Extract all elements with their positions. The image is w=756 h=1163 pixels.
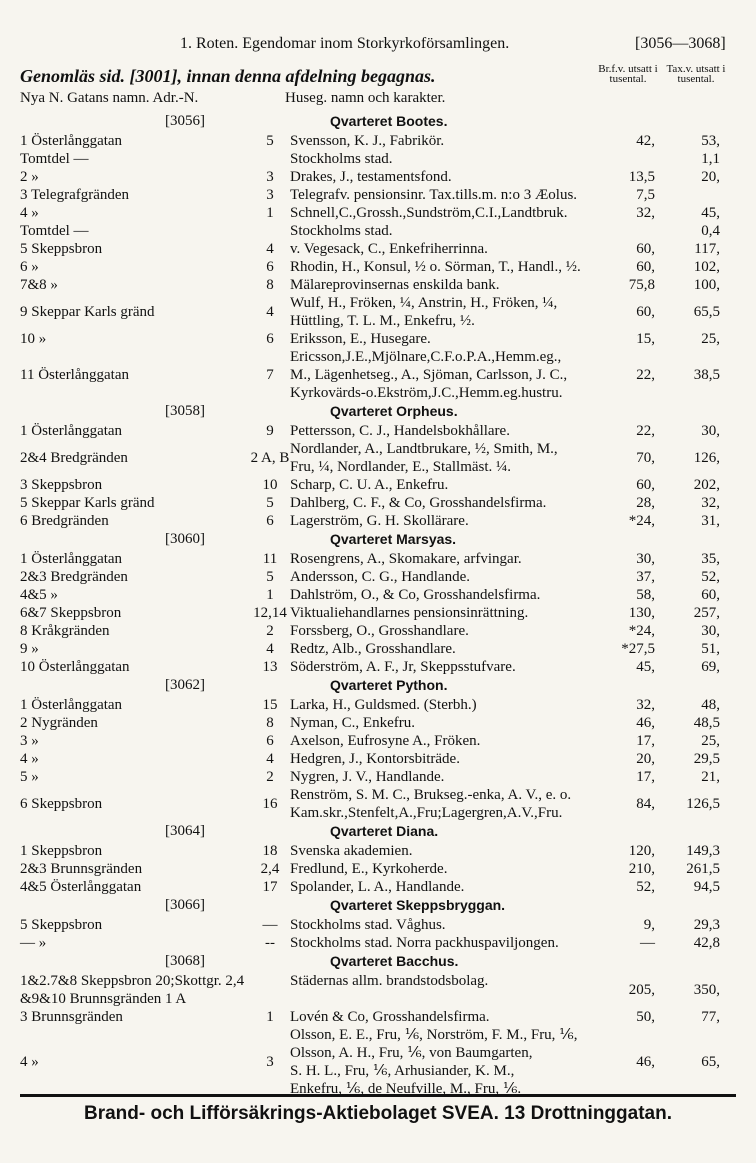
- tax-value: 48,: [701, 697, 720, 713]
- street-address: 3 Brunnsgränden: [20, 1009, 123, 1025]
- house-number: 7: [266, 367, 274, 383]
- street-address: 2&3 Brunnsgränden: [20, 861, 143, 877]
- block-number: [3066]: [165, 897, 205, 913]
- property-row: [20, 276, 736, 294]
- street-address: 10 Österlånggatan: [20, 659, 130, 675]
- tax-value: 51,: [701, 641, 720, 657]
- property-row: [20, 132, 736, 150]
- tax-value: 69,: [701, 659, 720, 675]
- street-address: 3 Telegrafgränden: [20, 187, 130, 203]
- block-header: [20, 822, 736, 842]
- owner-name: Städernas allm. brandstodsbolag.: [290, 973, 489, 989]
- owner-name: Fredlund, E., Kyrkoherde.: [290, 861, 448, 877]
- owner-name: v. Vegesack, C., Enkefriherrinna.: [290, 241, 488, 257]
- house-number: 5: [266, 569, 274, 585]
- property-row: [20, 842, 736, 860]
- street-address: 1 Österlånggatan: [20, 423, 123, 439]
- street-address: 6 Skeppsbron: [20, 796, 103, 812]
- tax-value: 60,: [701, 587, 720, 603]
- house-number: 13: [262, 659, 278, 675]
- property-row: [20, 640, 736, 658]
- house-number: 5: [266, 133, 274, 149]
- house-number: 2: [266, 769, 274, 785]
- block-number: [3060]: [165, 531, 205, 547]
- street-address: 2&4 Bredgränden: [20, 450, 128, 466]
- house-number: 9: [266, 423, 274, 439]
- owner-name: Söderström, A. F., Jr, Skeppsstufvare.: [290, 659, 516, 675]
- owner-name: Stockholms stad. Norra packhuspaviljongen.: [290, 935, 559, 951]
- property-row: [20, 204, 736, 222]
- tax-value: 25,: [701, 733, 720, 749]
- brf-value: 84,: [636, 796, 655, 812]
- owner-name: Dahlström, O., & Co, Grosshandelsfirma.: [290, 587, 541, 603]
- brf-value: 22,: [636, 423, 655, 439]
- brf-value: 58,: [636, 587, 655, 603]
- block-header: [20, 112, 736, 132]
- tax-value: 53,: [701, 133, 720, 149]
- street-address: 2 Nygränden: [20, 715, 98, 731]
- house-number: 1: [266, 205, 274, 221]
- brf-value: 13,5: [628, 169, 655, 185]
- tax-value: 350,: [693, 982, 720, 998]
- brf-value: 22,: [636, 367, 655, 383]
- property-row: [20, 714, 736, 732]
- house-number: 6: [266, 259, 274, 275]
- tax-value: 35,: [701, 551, 720, 567]
- tax-value: 65,5: [693, 304, 720, 320]
- block-header: [20, 676, 736, 696]
- property-row: [20, 934, 736, 952]
- property-row: [20, 150, 736, 168]
- owner-name: Mälareprovinsernas enskilda bank.: [290, 277, 500, 293]
- property-row: [20, 658, 736, 676]
- street-address: 3 Skeppsbron: [20, 477, 103, 493]
- owner-name: Viktualiehandlarnes pensionsinrättning.: [290, 605, 529, 621]
- block-header: [20, 896, 736, 916]
- owner-name: Lagerström, G. H. Skollärare.: [290, 513, 469, 529]
- house-number: 3: [266, 1054, 274, 1070]
- brf-value: 60,: [636, 477, 655, 493]
- street-address: 7&8 »: [20, 277, 58, 293]
- tax-value: 20,: [701, 169, 720, 185]
- street-address: 9 Skeppar Karls gränd: [20, 304, 155, 320]
- tax-value: 100,: [693, 277, 720, 293]
- street-address: 1&2.7&8 Skeppsbron 20;Skottgr. 2,4 &9&10 Brunnsgränden 1 A: [20, 973, 245, 1007]
- column-tax-header: Tax.v. utsatt i tusental.: [666, 63, 726, 85]
- tax-value: 94,5: [693, 879, 720, 895]
- house-number: 11: [262, 551, 278, 567]
- street-address: 8 Kråkgränden: [20, 623, 110, 639]
- block-name: Qvarteret Marsyas.: [330, 531, 457, 547]
- brf-value: 60,: [636, 241, 655, 257]
- owner-name: Svensson, K. J., Fabrikör.: [290, 133, 445, 149]
- street-address: 5 Skeppsbron: [20, 917, 103, 933]
- house-number: —: [262, 917, 278, 933]
- owner-name: Rosengrens, A., Skomakare, arfvingar.: [290, 551, 522, 567]
- owner-name: Rhodin, H., Konsul, ½ o. Sörman, T., Handl., ½.: [290, 259, 581, 275]
- property-row: [20, 494, 736, 512]
- street-address: 9 »: [20, 641, 39, 657]
- brf-value: —: [640, 935, 655, 951]
- owner-name: Ericsson,J.E.,Mjölnare,C.F.o.P.A.,Hemm.eg., M., Lägenhetseg., A., Sjöman, Carlsson, J. C., Kyrkovärds-o.Ekström,J.C.,Hemm.eg.hustru.: [290, 349, 568, 401]
- property-row: [20, 786, 736, 822]
- property-row: [20, 878, 736, 896]
- owner-name: Hedgren, J., Kontorsbiträde.: [290, 751, 460, 767]
- page-title: 1. Roten. Egendomar inom Storkyrkoförsamlingen.: [180, 35, 510, 52]
- house-number: 1: [266, 1009, 274, 1025]
- owner-name: Drakes, J., testamentsfond.: [290, 169, 452, 185]
- tax-value: 29,3: [693, 917, 720, 933]
- owner-name: Lovén & Co, Grosshandelsfirma.: [290, 1009, 490, 1025]
- brf-value: 32,: [636, 697, 655, 713]
- owner-name: Forssberg, O., Grosshandlare.: [290, 623, 469, 639]
- brf-value: 205,: [628, 982, 655, 998]
- house-number: 12,14: [253, 605, 287, 621]
- block-number: [3068]: [165, 953, 205, 969]
- brf-value: *24,: [628, 513, 655, 529]
- tax-value: 0,4: [701, 223, 720, 239]
- property-row: [20, 696, 736, 714]
- owner-name: Stockholms stad.: [290, 223, 393, 239]
- property-row: [20, 732, 736, 750]
- brf-value: 70,: [636, 450, 655, 466]
- street-address: 4&5 Österlånggatan: [20, 879, 142, 895]
- house-number: 8: [266, 715, 274, 731]
- owner-name: Wulf, H., Fröken, ¼, Anstrin, H., Fröken, ¼, Hüttling, T. L. M., Enkefru, ½.: [290, 295, 558, 329]
- block-name: Qvarteret Bacchus.: [330, 953, 459, 969]
- owner-name: Axelson, Eufrosyne A., Fröken.: [290, 733, 481, 749]
- brf-value: 28,: [636, 495, 655, 511]
- brf-value: 46,: [636, 715, 655, 731]
- property-row: [20, 258, 736, 276]
- property-row: [20, 916, 736, 934]
- brf-value: 20,: [636, 751, 655, 767]
- property-row: [20, 240, 736, 258]
- brf-value: 130,: [628, 605, 655, 621]
- block-name: Qvarteret Bootes.: [330, 113, 448, 129]
- column-owner-header: Huseg. namn och karakter.: [285, 90, 446, 106]
- brf-value: 30,: [636, 551, 655, 567]
- house-number: 1: [266, 587, 274, 603]
- house-number: 6: [266, 733, 274, 749]
- street-address: 1 Österlånggatan: [20, 551, 123, 567]
- page-header: [180, 35, 726, 53]
- street-address: 2&3 Bredgränden: [20, 569, 128, 585]
- tax-value: 30,: [701, 623, 720, 639]
- tax-value: 126,: [693, 450, 720, 466]
- tax-value: 149,3: [686, 843, 720, 859]
- block-number: [3058]: [165, 403, 205, 419]
- property-list: [20, 112, 736, 1098]
- owner-name: Stockholms stad. Våghus.: [290, 917, 446, 933]
- property-row: [20, 550, 736, 568]
- street-address: 10 »: [20, 331, 47, 347]
- owner-name: Andersson, C. G., Handlande.: [290, 569, 470, 585]
- block-header: [20, 530, 736, 550]
- owner-name: Olsson, E. E., Fru, ⅙, Norström, F. M., Fru, ⅙, Olsson, A. H., Fru, ⅙, von Baumgarten, S. H. L., Fru, ⅙, Arhusiander, K. M., Enkefru, ⅙, de Neufville, M., Fru, ⅙.: [290, 1027, 578, 1097]
- block-number: [3062]: [165, 677, 205, 693]
- brf-value: 32,: [636, 205, 655, 221]
- brf-value: 120,: [628, 843, 655, 859]
- brf-value: 17,: [636, 769, 655, 785]
- property-row: [20, 222, 736, 240]
- owner-name: Stockholms stad.: [290, 151, 393, 167]
- owner-name: Telegrafv. pensionsinr. Tax.tills.m. n:o 3 Æolus.: [290, 187, 578, 203]
- property-row: [20, 330, 736, 348]
- tax-value: 32,: [701, 495, 720, 511]
- owner-name: Dahlberg, C. F., & Co, Grosshandelsfirma.: [290, 495, 547, 511]
- house-number: 4: [266, 304, 274, 320]
- house-number: 2,4: [260, 861, 280, 877]
- owner-name: Larka, H., Guldsmed. (Sterbh.): [290, 697, 477, 713]
- brf-value: 9,: [643, 917, 655, 933]
- house-number: 6: [266, 331, 274, 347]
- street-address: 6 »: [20, 259, 39, 275]
- owner-name: Schnell,C.,Grossh.,Sundström,C.I.,Landtbruk.: [290, 205, 568, 221]
- owner-name: Nordlander, A., Landtbrukare, ½, Smith, M., Fru, ¼, Nordlander, E., Stallmäst. ¼.: [290, 441, 558, 475]
- tax-value: 1,1: [701, 151, 720, 167]
- property-row: [20, 186, 736, 204]
- brf-value: 45,: [636, 659, 655, 675]
- street-address: 4 »: [20, 751, 39, 767]
- owner-name: Nygren, J. V., Handlande.: [290, 769, 445, 785]
- street-address: 4 »: [20, 1054, 39, 1070]
- owner-name: Spolander, L. A., Handlande.: [290, 879, 465, 895]
- owner-name: Pettersson, C. J., Handelsbokhållare.: [290, 423, 510, 439]
- property-row: [20, 168, 736, 186]
- brf-value: 50,: [636, 1009, 655, 1025]
- owner-name: Scharp, C. U. A., Enkefru.: [290, 477, 449, 493]
- tax-value: 126,5: [686, 796, 720, 812]
- advertisement-footer: Brand- och Lifförsäkrings-Aktiebolaget SVEA. 13 Drottninggatan.: [20, 1094, 736, 1125]
- property-row: [20, 1008, 736, 1026]
- street-address: Tomtdel —: [20, 151, 89, 167]
- tax-value: 38,5: [693, 367, 720, 383]
- brf-value: 17,: [636, 733, 655, 749]
- street-address: 6&7 Skeppsbron: [20, 605, 122, 621]
- owner-name: Eriksson, E., Husegare.: [290, 331, 431, 347]
- property-row: [20, 972, 736, 1008]
- owner-name: Renström, S. M. C., Brukseg.-enka, A. V., e. o. Kam.skr.,Stenfelt,A.,Fru;Lagergren,A.V.,Fru.: [290, 787, 572, 821]
- street-address: 1 Österlånggatan: [20, 697, 123, 713]
- street-address: 6 Bredgränden: [20, 513, 109, 529]
- brf-value: 37,: [636, 569, 655, 585]
- brf-value: *24,: [628, 623, 655, 639]
- house-number: 4: [266, 751, 274, 767]
- tax-value: 30,: [701, 423, 720, 439]
- brf-value: 52,: [636, 879, 655, 895]
- house-number: 4: [266, 241, 274, 257]
- street-address: — »: [20, 935, 47, 951]
- property-row: [20, 568, 736, 586]
- block-name: Qvarteret Orpheus.: [330, 403, 458, 419]
- property-row: [20, 422, 736, 440]
- house-number: 3: [266, 169, 274, 185]
- property-row: [20, 622, 736, 640]
- brf-value: 15,: [636, 331, 655, 347]
- house-number: 4: [266, 641, 274, 657]
- owner-name: Nyman, C., Enkefru.: [290, 715, 415, 731]
- tax-value: 52,: [701, 569, 720, 585]
- house-number: 2: [266, 623, 274, 639]
- column-brf-header: Br.f.v. utsatt i tusental.: [598, 63, 658, 85]
- house-number: 16: [262, 796, 278, 812]
- tax-value: 202,: [693, 477, 720, 493]
- brf-value: 7,5: [636, 187, 655, 203]
- block-header: [20, 952, 736, 972]
- house-number: --: [265, 935, 275, 951]
- property-row: [20, 768, 736, 786]
- house-number: 17: [262, 879, 278, 895]
- street-address: 11 Österlånggatan: [20, 367, 129, 383]
- tax-value: 102,: [693, 259, 720, 275]
- brf-value: 60,: [636, 304, 655, 320]
- tax-value: 31,: [701, 513, 720, 529]
- owner-name: Redtz, Alb., Grosshandlare.: [290, 641, 456, 657]
- tax-value: 45,: [701, 205, 720, 221]
- tax-value: 261,5: [686, 861, 720, 877]
- block-header: [20, 402, 736, 422]
- tax-value: 65,: [701, 1054, 720, 1070]
- street-address: 5 Skeppsbron: [20, 241, 103, 257]
- tax-value: 42,8: [693, 935, 720, 951]
- street-address: 3 »: [20, 733, 39, 749]
- instruction-subtitle: Genomläs sid. [3001], innan denna afdelning begagnas.: [20, 66, 436, 86]
- block-name: Qvarteret Diana.: [330, 823, 439, 839]
- street-address: Tomtdel —: [20, 223, 89, 239]
- block-name: Qvarteret Skeppsbryggan.: [330, 897, 506, 913]
- brf-value: 75,8: [628, 277, 655, 293]
- brf-value: 60,: [636, 259, 655, 275]
- tax-value: 21,: [701, 769, 720, 785]
- tax-value: 48,5: [693, 715, 720, 731]
- street-address: 1 Skeppsbron: [20, 843, 103, 859]
- property-row: [20, 512, 736, 530]
- brf-value: *27,5: [621, 641, 655, 657]
- house-number: 10: [262, 477, 278, 493]
- brf-value: 210,: [628, 861, 655, 877]
- street-address: 1 Österlånggatan: [20, 133, 123, 149]
- brf-value: 42,: [636, 133, 655, 149]
- property-row: [20, 750, 736, 768]
- street-address: 5 Skeppar Karls gränd: [20, 495, 155, 511]
- house-number: 2 A, B: [250, 450, 290, 466]
- tax-value: 257,: [693, 605, 720, 621]
- property-row: [20, 476, 736, 494]
- house-number: 3: [266, 187, 274, 203]
- brf-value: 46,: [636, 1054, 655, 1070]
- tax-value: 117,: [694, 241, 720, 257]
- property-row: [20, 348, 736, 402]
- tax-value: 29,5: [693, 751, 720, 767]
- owner-name: Svenska akademien.: [290, 843, 413, 859]
- street-address: 2 »: [20, 169, 39, 185]
- page-range: [3056—3068]: [635, 35, 726, 52]
- property-row: [20, 294, 736, 330]
- tax-value: 77,: [701, 1009, 720, 1025]
- column-headers: [20, 90, 446, 107]
- house-number: 8: [266, 277, 274, 293]
- house-number: 6: [266, 513, 274, 529]
- street-address: 4 »: [20, 205, 39, 221]
- tax-value: 25,: [701, 331, 720, 347]
- property-row: [20, 860, 736, 878]
- property-row: [20, 440, 736, 476]
- house-number: 5: [266, 495, 274, 511]
- block-number: [3064]: [165, 823, 205, 839]
- property-row: [20, 586, 736, 604]
- house-number: 15: [262, 697, 278, 713]
- property-row: [20, 1026, 736, 1098]
- property-row: [20, 604, 736, 622]
- column-street-header: Nya N. Gatans namn. Adr.-N.: [20, 90, 199, 106]
- street-address: 4&5 »: [20, 587, 58, 603]
- house-number: 18: [262, 843, 278, 859]
- block-number: [3056]: [165, 113, 205, 129]
- street-address: 5 »: [20, 769, 39, 785]
- block-name: Qvarteret Python.: [330, 677, 448, 693]
